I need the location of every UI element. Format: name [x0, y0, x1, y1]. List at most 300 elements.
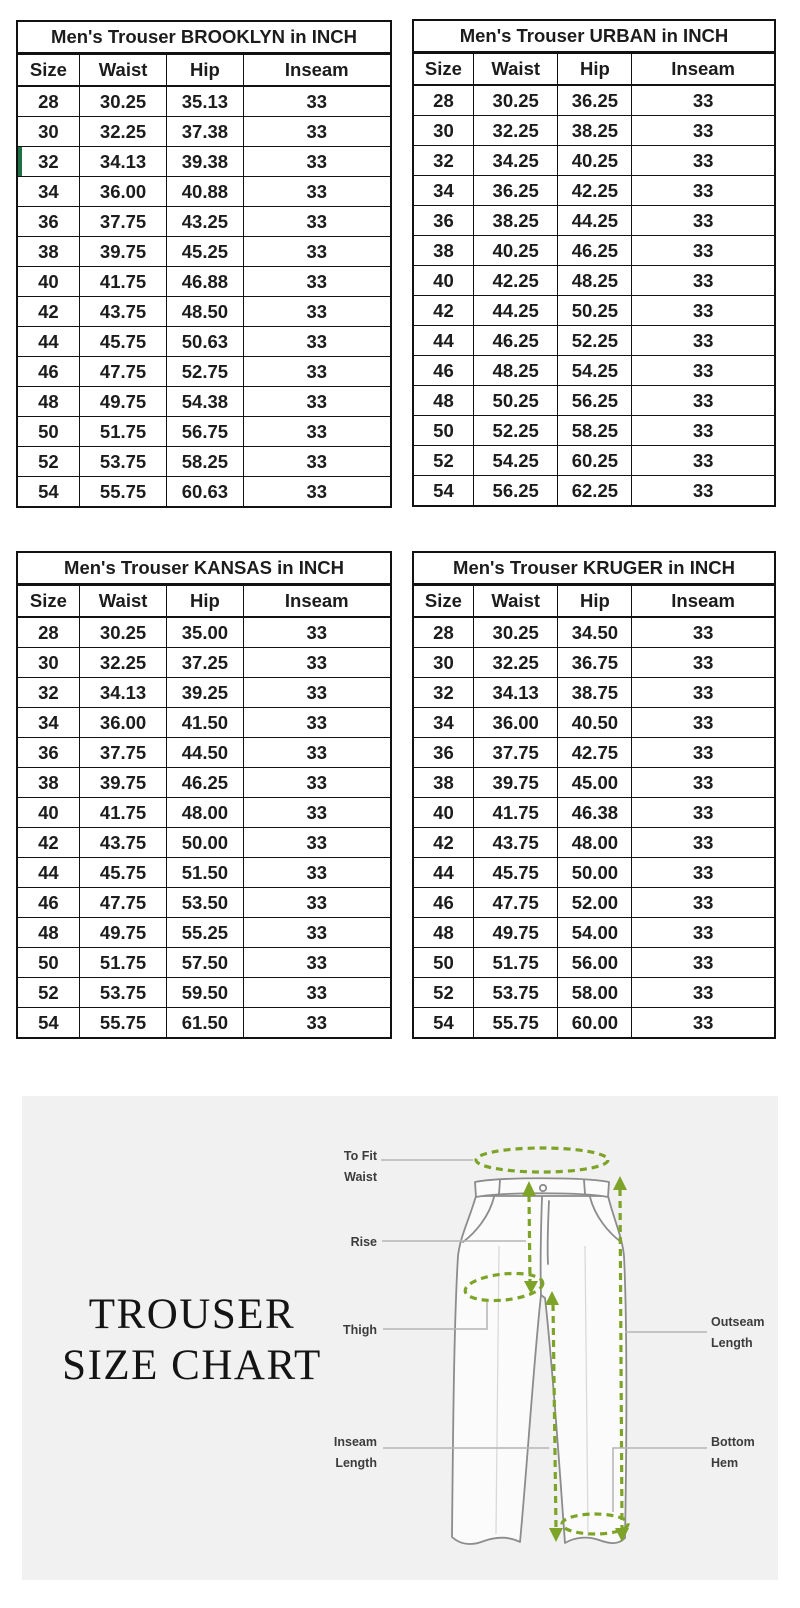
trouser-illustration [22, 1096, 778, 1580]
size-grid [18, 586, 390, 1037]
table-cell: 30 [18, 117, 79, 147]
table-cell: 32.25 [473, 648, 558, 678]
table-cell: 36.00 [473, 708, 558, 738]
table-row [414, 266, 774, 296]
table-cell: 33 [632, 978, 774, 1008]
table-cell: 39.38 [167, 147, 243, 177]
table-cell: 52.75 [167, 357, 243, 387]
table-cell: 51.75 [79, 417, 166, 447]
table-cell: 48.50 [167, 297, 243, 327]
table-cell: 61.50 [167, 1008, 243, 1038]
table-row [414, 798, 774, 828]
table-cell: 42.75 [558, 738, 632, 768]
table-cell: 39.75 [79, 237, 166, 267]
table-row [414, 678, 774, 708]
column-header: Waist [473, 54, 558, 85]
table-cell: 30 [414, 648, 473, 678]
table-cell: 52 [414, 446, 473, 476]
size-table-kansas [16, 551, 392, 1039]
table-cell: 44 [414, 326, 473, 356]
table-cell: 40 [414, 266, 473, 296]
table-cell: 50.25 [558, 296, 632, 326]
header-row [18, 586, 390, 617]
table-cell: 47.75 [79, 888, 166, 918]
label-to-fit-waist: To Fit Waist [343, 1149, 377, 1184]
table-cell: 33 [243, 447, 390, 477]
table-cell: 32 [18, 678, 79, 708]
measurement-diagram-panel [22, 1096, 778, 1580]
table-cell: 38 [18, 768, 79, 798]
label-inseam-length: Inseam Length [333, 1435, 377, 1470]
table-cell: 35.00 [167, 617, 243, 648]
table-cell: 50.25 [473, 386, 558, 416]
table-cell: 48.00 [167, 798, 243, 828]
table-cell: 36.00 [79, 177, 166, 207]
table-cell: 44.50 [167, 738, 243, 768]
label-rise: Rise [350, 1235, 377, 1249]
table-cell: 55.75 [79, 1008, 166, 1038]
table-cell: 50 [414, 416, 473, 446]
table-cell: 45.25 [167, 237, 243, 267]
table-cell: 36.25 [558, 85, 632, 116]
table-cell: 33 [632, 918, 774, 948]
table-cell: 55.25 [167, 918, 243, 948]
table-cell: 38 [414, 236, 473, 266]
table-cell: 33 [243, 948, 390, 978]
size-grid [414, 54, 774, 505]
table-cell: 30.25 [79, 617, 166, 648]
table-cell: 44.25 [473, 296, 558, 326]
table-cell: 33 [632, 416, 774, 446]
table-cell: 33 [632, 798, 774, 828]
table-cell: 37.38 [167, 117, 243, 147]
table-cell: 50.00 [167, 828, 243, 858]
table-cell: 33 [632, 116, 774, 146]
table-cell: 58.25 [558, 416, 632, 446]
waist-measure-ellipse [476, 1148, 608, 1172]
table-cell: 47.75 [79, 357, 166, 387]
table-cell: 51.75 [79, 948, 166, 978]
table-cell: 38 [18, 237, 79, 267]
table-cell: 47.75 [473, 888, 558, 918]
table-row [18, 648, 390, 678]
table-cell: 42 [414, 828, 473, 858]
table-cell: 43.75 [79, 828, 166, 858]
table-cell: 40 [18, 798, 79, 828]
table-cell: 40 [414, 798, 473, 828]
table-cell: 33 [243, 417, 390, 447]
table-cell: 33 [243, 708, 390, 738]
table-cell: 43.75 [473, 828, 558, 858]
table-row [414, 326, 774, 356]
label-bottom-hem: Bottom Hem [711, 1435, 755, 1470]
table-cell: 32 [18, 147, 79, 177]
table-cell: 28 [18, 86, 79, 117]
table-row [414, 888, 774, 918]
table-cell: 52 [18, 978, 79, 1008]
table-cell: 56.25 [558, 386, 632, 416]
table-cell: 49.75 [79, 918, 166, 948]
table-cell: 33 [632, 617, 774, 648]
table-cell: 32.25 [79, 117, 166, 147]
column-header: Hip [558, 54, 632, 85]
table-cell: 37.25 [167, 648, 243, 678]
table-cell: 46 [414, 888, 473, 918]
table-row [414, 85, 774, 116]
table-row [18, 918, 390, 948]
table-cell: 34.13 [79, 678, 166, 708]
table-cell: 42.25 [558, 176, 632, 206]
table-cell: 33 [632, 85, 774, 116]
table-cell: 53.75 [79, 447, 166, 477]
table-cell: 34 [18, 177, 79, 207]
table-row [414, 236, 774, 266]
table-cell: 54.00 [558, 918, 632, 948]
column-header: Hip [167, 55, 243, 86]
table-cell: 48 [414, 918, 473, 948]
table-cell: 33 [632, 386, 774, 416]
table-cell: 46.25 [167, 768, 243, 798]
table-cell: 33 [243, 147, 390, 177]
table-cell: 60.25 [558, 446, 632, 476]
table-cell: 33 [632, 476, 774, 506]
table-cell: 33 [243, 798, 390, 828]
table-cell: 46 [414, 356, 473, 386]
table-cell: 33 [243, 768, 390, 798]
table-cell: 58.00 [558, 978, 632, 1008]
table-row [18, 117, 390, 147]
column-header: Inseam [632, 54, 774, 85]
table-cell: 52.00 [558, 888, 632, 918]
table-cell: 33 [243, 978, 390, 1008]
table-cell: 33 [632, 356, 774, 386]
page-title-line1: TROUSER [88, 1291, 296, 1338]
table-cell: 33 [243, 918, 390, 948]
table-cell: 33 [632, 708, 774, 738]
table-row [18, 357, 390, 387]
table-cell: 46.38 [558, 798, 632, 828]
table-cell: 60.00 [558, 1008, 632, 1038]
table-row [414, 768, 774, 798]
table-cell: 41.50 [167, 708, 243, 738]
table-cell: 33 [243, 1008, 390, 1038]
column-header: Size [414, 54, 473, 85]
table-cell: 54 [414, 1008, 473, 1038]
table-cell: 48 [18, 387, 79, 417]
table-cell: 33 [632, 176, 774, 206]
table-cell: 54 [18, 477, 79, 507]
table-row [414, 416, 774, 446]
table-cell: 53.50 [167, 888, 243, 918]
header-row [18, 55, 390, 86]
table-cell: 33 [243, 86, 390, 117]
table-cell: 49.75 [473, 918, 558, 948]
table-cell: 51.50 [167, 858, 243, 888]
column-header: Inseam [632, 586, 774, 617]
table-cell: 33 [632, 738, 774, 768]
table-row [18, 177, 390, 207]
table-cell: 30 [414, 116, 473, 146]
table-cell: 33 [243, 738, 390, 768]
table-cell: 54 [18, 1008, 79, 1038]
table-cell: 33 [243, 888, 390, 918]
table-cell: 30 [18, 648, 79, 678]
table-cell: 46 [18, 888, 79, 918]
table-cell: 39.75 [79, 768, 166, 798]
table-cell: 33 [243, 648, 390, 678]
table-cell: 37.75 [79, 738, 166, 768]
table-row [414, 918, 774, 948]
table-cell: 48 [18, 918, 79, 948]
table-cell: 28 [414, 617, 473, 648]
table-row [18, 147, 390, 177]
table-cell: 52 [18, 447, 79, 477]
table-cell: 50 [414, 948, 473, 978]
table-cell: 40.25 [473, 236, 558, 266]
table-cell: 33 [632, 858, 774, 888]
table-cell: 33 [243, 387, 390, 417]
column-header: Waist [473, 586, 558, 617]
table-cell: 58.25 [167, 447, 243, 477]
table-row [18, 828, 390, 858]
table-cell: 33 [243, 177, 390, 207]
table-cell: 44 [414, 858, 473, 888]
table-cell: 54.25 [558, 356, 632, 386]
table-cell: 33 [632, 648, 774, 678]
table-cell: 46.88 [167, 267, 243, 297]
table-cell: 57.50 [167, 948, 243, 978]
label-outseam-length: Outseam Length [711, 1315, 765, 1350]
trouser-outline [452, 1178, 626, 1544]
table-cell: 33 [632, 146, 774, 176]
table-row [18, 207, 390, 237]
table-cell: 45.00 [558, 768, 632, 798]
table-cell: 33 [243, 237, 390, 267]
table-row [414, 176, 774, 206]
table-cell: 52.25 [558, 326, 632, 356]
table-cell: 44 [18, 327, 79, 357]
size-table-urban [412, 19, 776, 507]
table-cell: 50 [18, 948, 79, 978]
table-row [414, 386, 774, 416]
table-row [18, 738, 390, 768]
table-cell: 45.75 [79, 858, 166, 888]
outseam-measure-line [620, 1189, 622, 1529]
table-cell: 45.75 [473, 858, 558, 888]
table-cell: 43.25 [167, 207, 243, 237]
table-cell: 34.13 [79, 147, 166, 177]
table-row [18, 708, 390, 738]
table-cell: 52.25 [473, 416, 558, 446]
table-cell: 54.38 [167, 387, 243, 417]
table-title: Men's Trouser BROOKLYN in INCH [18, 22, 390, 55]
table-cell: 56.75 [167, 417, 243, 447]
header-row [414, 54, 774, 85]
table-title: Men's Trouser URBAN in INCH [414, 21, 774, 54]
table-cell: 41.75 [79, 798, 166, 828]
table-cell: 46.25 [558, 236, 632, 266]
table-cell: 45.75 [79, 327, 166, 357]
table-cell: 50 [18, 417, 79, 447]
table-cell: 34.13 [473, 678, 558, 708]
table-cell: 42 [18, 297, 79, 327]
table-cell: 28 [414, 85, 473, 116]
table-cell: 36 [414, 738, 473, 768]
table-cell: 52 [414, 978, 473, 1008]
table-cell: 48.00 [558, 828, 632, 858]
table-cell: 56.00 [558, 948, 632, 978]
table-cell: 32.25 [79, 648, 166, 678]
table-cell: 33 [243, 327, 390, 357]
table-row [18, 447, 390, 477]
table-title: Men's Trouser KANSAS in INCH [18, 553, 390, 586]
table-row [18, 617, 390, 648]
table-cell: 55.75 [79, 477, 166, 507]
table-cell: 50.00 [558, 858, 632, 888]
table-cell: 54.25 [473, 446, 558, 476]
table-cell: 41.75 [79, 267, 166, 297]
column-header: Inseam [243, 586, 390, 617]
table-cell: 33 [243, 678, 390, 708]
table-cell: 42.25 [473, 266, 558, 296]
table-cell: 34 [414, 708, 473, 738]
table-row [18, 417, 390, 447]
table-cell: 33 [632, 888, 774, 918]
table-cell: 33 [243, 297, 390, 327]
table-row [18, 768, 390, 798]
table-cell: 37.75 [79, 207, 166, 237]
table-row [18, 978, 390, 1008]
table-cell: 33 [632, 206, 774, 236]
table-row [414, 978, 774, 1008]
table-cell: 33 [632, 236, 774, 266]
table-row [18, 86, 390, 117]
table-row [414, 858, 774, 888]
table-row [414, 708, 774, 738]
table-row [18, 327, 390, 357]
table-row [18, 297, 390, 327]
table-cell: 33 [243, 117, 390, 147]
label-thigh: Thigh [342, 1323, 377, 1337]
table-cell: 33 [243, 267, 390, 297]
table-cell: 32.25 [473, 116, 558, 146]
table-cell: 36 [18, 738, 79, 768]
table-cell: 39.75 [473, 768, 558, 798]
table-cell: 36 [18, 207, 79, 237]
table-cell: 44.25 [558, 206, 632, 236]
table-cell: 56.25 [473, 476, 558, 506]
header-row [414, 586, 774, 617]
table-row [414, 1008, 774, 1038]
table-row [18, 387, 390, 417]
table-row [414, 206, 774, 236]
table-cell: 36.25 [473, 176, 558, 206]
table-cell: 30.25 [79, 86, 166, 117]
table-cell: 35.13 [167, 86, 243, 117]
table-cell: 41.75 [473, 798, 558, 828]
table-cell: 40.50 [558, 708, 632, 738]
table-row [414, 356, 774, 386]
table-cell: 33 [632, 768, 774, 798]
table-cell: 44 [18, 858, 79, 888]
table-row [414, 828, 774, 858]
table-cell: 37.75 [473, 738, 558, 768]
column-header: Waist [79, 55, 166, 86]
page-title-line2: SIZE CHART [62, 1341, 322, 1389]
table-cell: 33 [632, 326, 774, 356]
table-cell: 34.50 [558, 617, 632, 648]
table-cell: 33 [632, 828, 774, 858]
table-cell: 33 [632, 678, 774, 708]
table-cell: 39.25 [167, 678, 243, 708]
table-cell: 33 [243, 207, 390, 237]
table-row [18, 858, 390, 888]
table-cell: 33 [243, 357, 390, 387]
table-cell: 34 [18, 708, 79, 738]
table-row [18, 888, 390, 918]
table-cell: 34 [414, 176, 473, 206]
table-row [414, 648, 774, 678]
table-cell: 49.75 [79, 387, 166, 417]
table-cell: 38.25 [558, 116, 632, 146]
size-table-kruger [412, 551, 776, 1039]
table-cell: 42 [18, 828, 79, 858]
table-row [18, 678, 390, 708]
table-cell: 43.75 [79, 297, 166, 327]
table-cell: 32 [414, 146, 473, 176]
table-cell: 28 [18, 617, 79, 648]
table-cell: 33 [632, 1008, 774, 1038]
table-cell: 33 [632, 446, 774, 476]
table-cell: 40.25 [558, 146, 632, 176]
table-cell: 46.25 [473, 326, 558, 356]
column-header: Size [414, 586, 473, 617]
table-cell: 36 [414, 206, 473, 236]
table-cell: 30.25 [473, 85, 558, 116]
table-cell: 48.25 [473, 356, 558, 386]
table-row [414, 146, 774, 176]
table-cell: 55.75 [473, 1008, 558, 1038]
table-cell: 34.25 [473, 146, 558, 176]
table-row [18, 798, 390, 828]
table-row [414, 476, 774, 506]
table-row [414, 116, 774, 146]
table-cell: 54 [414, 476, 473, 506]
table-row [18, 1008, 390, 1038]
table-title: Men's Trouser KRUGER in INCH [414, 553, 774, 586]
table-cell: 40 [18, 267, 79, 297]
column-header: Size [18, 586, 79, 617]
table-cell: 36.75 [558, 648, 632, 678]
table-cell: 33 [632, 296, 774, 326]
column-header: Waist [79, 586, 166, 617]
table-cell: 33 [632, 266, 774, 296]
table-cell: 53.75 [473, 978, 558, 1008]
table-cell: 32 [414, 678, 473, 708]
table-cell: 62.25 [558, 476, 632, 506]
table-cell: 36.00 [79, 708, 166, 738]
table-cell: 48 [414, 386, 473, 416]
table-row [414, 296, 774, 326]
table-cell: 42 [414, 296, 473, 326]
table-row [18, 267, 390, 297]
table-cell: 33 [632, 948, 774, 978]
table-row [18, 477, 390, 507]
table-row [414, 738, 774, 768]
table-cell: 33 [243, 858, 390, 888]
table-cell: 50.63 [167, 327, 243, 357]
table-row [414, 948, 774, 978]
